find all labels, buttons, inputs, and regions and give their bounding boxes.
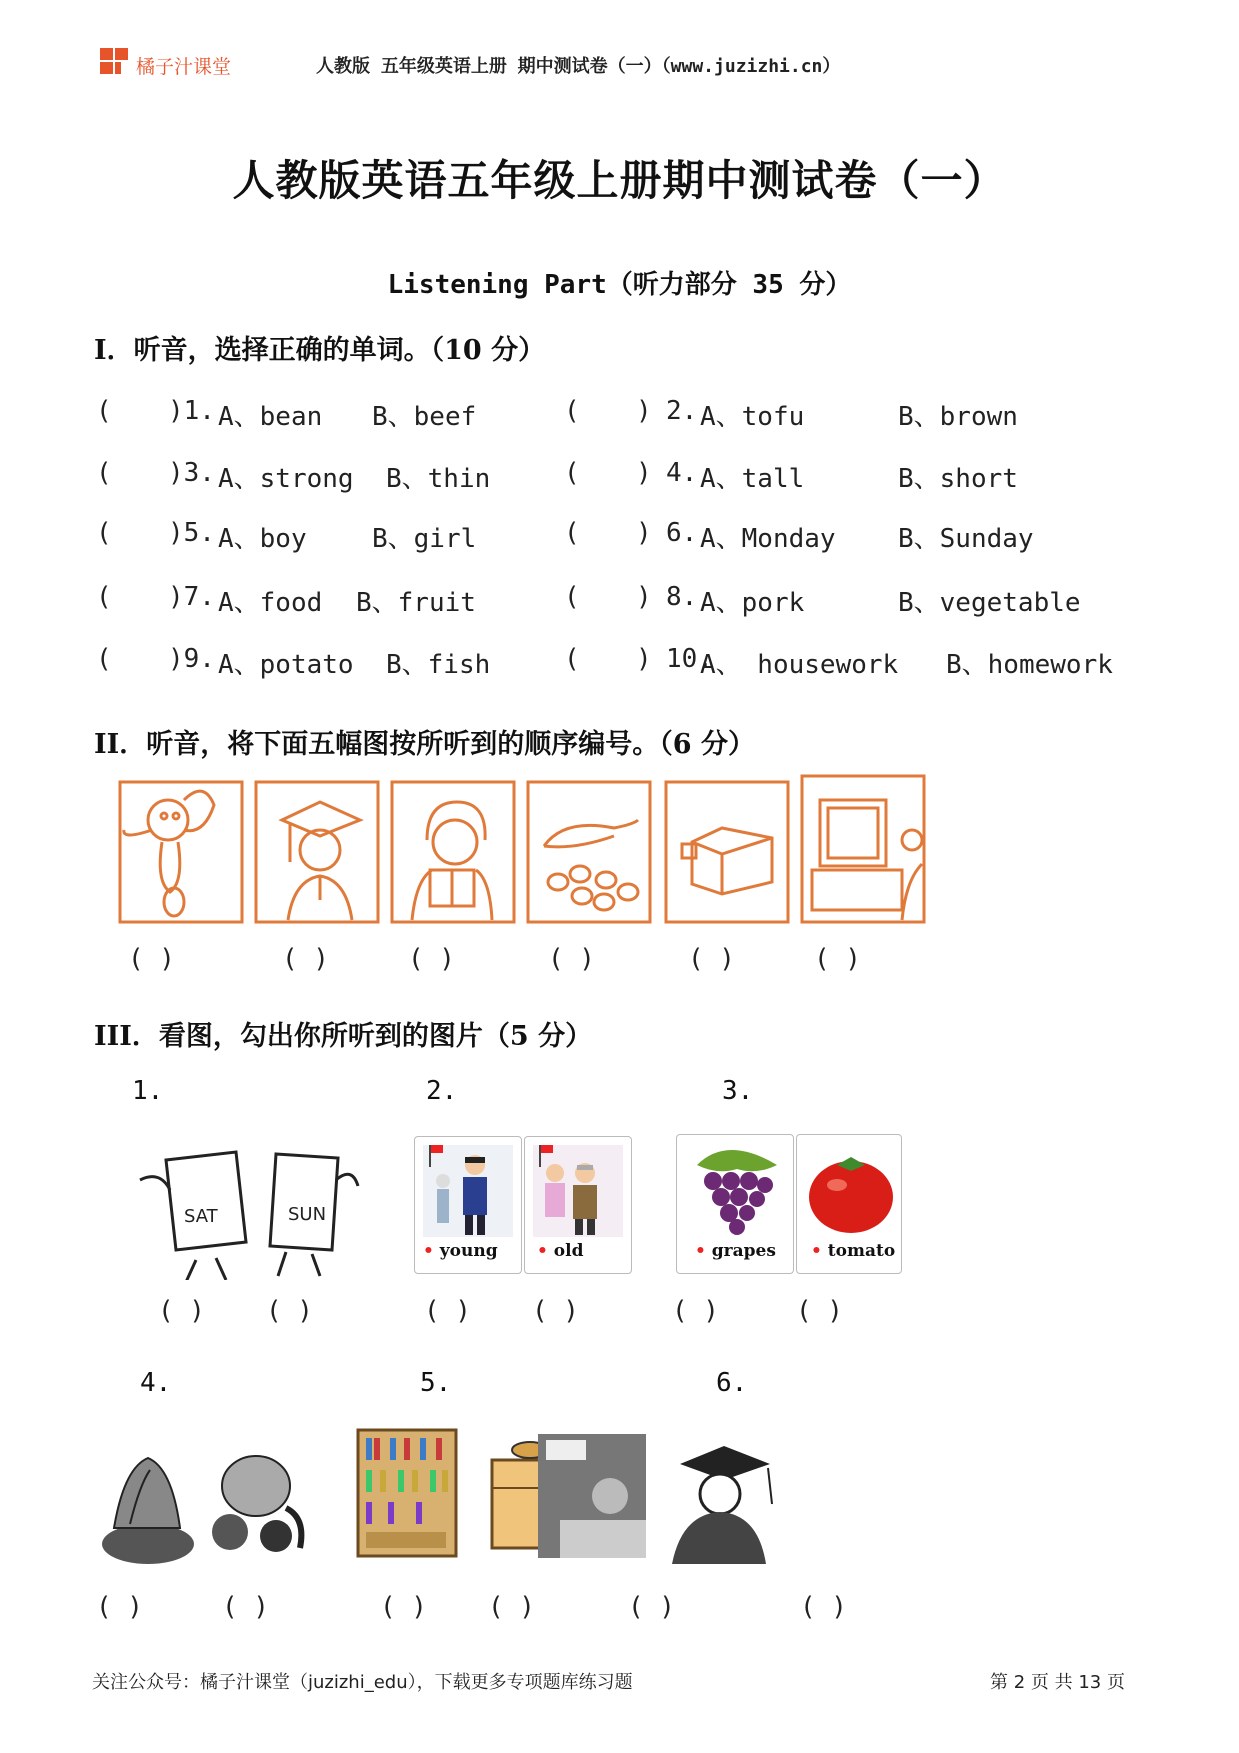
answer-blank-close: ) (636, 396, 652, 426)
option-a: A、pork (700, 588, 805, 618)
section-1-title: I．听音，选择正确的单词。（10 分） (94, 335, 546, 366)
calendar-sun-icon (270, 1154, 338, 1250)
picture-strip (112, 770, 932, 928)
tofu-icon (682, 828, 772, 894)
section-2-title: II．听音，将下面五幅图按所听到的顺序编号。（6 分） (94, 729, 755, 760)
grapes-icon (677, 1135, 793, 1241)
calendar-pictures (136, 1140, 366, 1280)
answer-blank-2: ( ) (282, 944, 329, 974)
question-number: )9. (168, 644, 215, 674)
header-title: 人教版 五年级英语上册 期中测试卷（一）（www.juzizhi.cn） (316, 56, 841, 77)
bookshelf-icon (358, 1430, 456, 1556)
section-3-title: III．看图，勾出你所听到的图片（5 分） (94, 1021, 593, 1052)
option-b: B、fruit (356, 588, 476, 618)
answer-blank-close: ) (636, 518, 652, 548)
answer-blank-3: ( ) (424, 1296, 471, 1326)
answer-blank-5: ( ) (688, 944, 735, 974)
answer-blank-open: ( (564, 396, 580, 426)
answer-blank-6: ( ) (814, 944, 861, 974)
tomato-icon (797, 1135, 901, 1241)
card-tomato: • tomato (796, 1134, 902, 1274)
answer-blank-3: ( ) (380, 1592, 427, 1622)
answer-blank-1: ( ) (128, 944, 175, 974)
reader-icon (412, 802, 492, 920)
answer-blank-open: ( (564, 518, 580, 548)
question-number: )1. (168, 396, 215, 426)
office-desk-icon (538, 1434, 646, 1558)
answer-blank-1: ( ) (96, 1592, 143, 1622)
option-b: B、fish (386, 650, 491, 680)
option-b: B、girl (372, 524, 477, 554)
calendar-sat-icon (166, 1152, 246, 1250)
option-a: A、boy (218, 524, 307, 554)
page-number: 第 2 页 共 13 页 (990, 1672, 1125, 1693)
card-young: • young (414, 1136, 522, 1274)
tomato-label: tomato (827, 1241, 896, 1261)
answer-blank-3: ( ) (408, 944, 455, 974)
item-number-1: 1. (132, 1076, 164, 1106)
beans-icon (544, 820, 638, 910)
question-number: )3. (168, 458, 215, 488)
option-b: B、beef (372, 402, 477, 432)
question-number: 10. (666, 644, 713, 674)
item-number-3: 3. (722, 1076, 754, 1106)
option-a: A、 housework (700, 650, 899, 680)
logo-text: 橘子汁课堂 (136, 56, 232, 78)
part-title: Listening Part（听力部分 35 分） (387, 270, 852, 300)
answer-blank-open: ( (96, 458, 112, 488)
answer-blank-open: ( (96, 644, 112, 674)
old-icon (525, 1137, 631, 1241)
answer-blank-4: ( ) (548, 944, 595, 974)
sun-label: SUN (288, 1204, 327, 1225)
answer-blank-4: ( ) (532, 1296, 579, 1326)
option-b: B、thin (386, 464, 491, 494)
young-icon (415, 1137, 521, 1241)
question-number: 6. (666, 518, 698, 548)
option-b: B、Sunday (898, 524, 1034, 554)
answer-blank-1: ( ) (158, 1296, 205, 1326)
question-number: )5. (168, 518, 215, 548)
answer-blank-open: ( (564, 458, 580, 488)
graduate-icon (282, 802, 360, 920)
option-a: A、potato (218, 650, 354, 680)
card-grapes: • grapes (676, 1134, 794, 1274)
answer-blank-close: ) (636, 582, 652, 612)
question-number: 8. (666, 582, 698, 612)
vegetables-basket-icon (102, 1458, 194, 1564)
answer-blank-open: ( (96, 518, 112, 548)
answer-blank-open: ( (564, 582, 580, 612)
option-b: B、homework (946, 650, 1113, 680)
question-number: )7. (168, 582, 215, 612)
answer-blank-2: ( ) (222, 1592, 269, 1622)
answer-blank-open: ( (96, 582, 112, 612)
sat-label: SAT (184, 1206, 218, 1227)
answer-blank-5: ( ) (628, 1592, 675, 1622)
graduate-bw-icon (672, 1446, 772, 1564)
option-b: B、short (898, 464, 1018, 494)
option-a: A、Monday (700, 524, 836, 554)
grapes-label: grapes (711, 1241, 776, 1261)
question-number: 2. (666, 396, 698, 426)
items-pictures-row-2 (100, 1424, 870, 1570)
item-number-2: 2. (426, 1076, 458, 1106)
tv-icon (812, 800, 922, 920)
item-number-5: 5. (420, 1368, 452, 1398)
question-number: 4. (666, 458, 698, 488)
item-number-6: 6. (716, 1368, 748, 1398)
old-label: old (553, 1241, 584, 1261)
answer-blank-5: ( ) (672, 1296, 719, 1326)
option-a: A、food (218, 588, 323, 618)
item-number-4: 4. (140, 1368, 172, 1398)
option-b: B、brown (898, 402, 1018, 432)
option-b: B、vegetable (898, 588, 1081, 618)
option-a: A、bean (218, 402, 323, 432)
answer-blank-close: ) (636, 644, 652, 674)
answer-blank-6: ( ) (800, 1592, 847, 1622)
option-a: A、tall (700, 464, 805, 494)
page-title: 人教版英语五年级上册期中测试卷（一） (232, 156, 1007, 205)
answer-blank-2: ( ) (266, 1296, 313, 1326)
young-label: young (439, 1241, 498, 1261)
answer-blank-4: ( ) (488, 1592, 535, 1622)
card-old: • old (524, 1136, 632, 1274)
answer-blank-open: ( (564, 644, 580, 674)
footer-left: 关注公众号：橘子汁课堂（juzizhi_edu），下载更多专项题库练习题 (92, 1672, 633, 1693)
answer-blank-6: ( ) (796, 1296, 843, 1326)
doll-icon (124, 791, 214, 916)
logo-icon (100, 48, 130, 76)
option-a: A、strong (218, 464, 354, 494)
fruit-basket-icon (212, 1456, 301, 1552)
answer-blank-open: ( (96, 396, 112, 426)
answer-blank-close: ) (636, 458, 652, 488)
option-a: A、tofu (700, 402, 805, 432)
